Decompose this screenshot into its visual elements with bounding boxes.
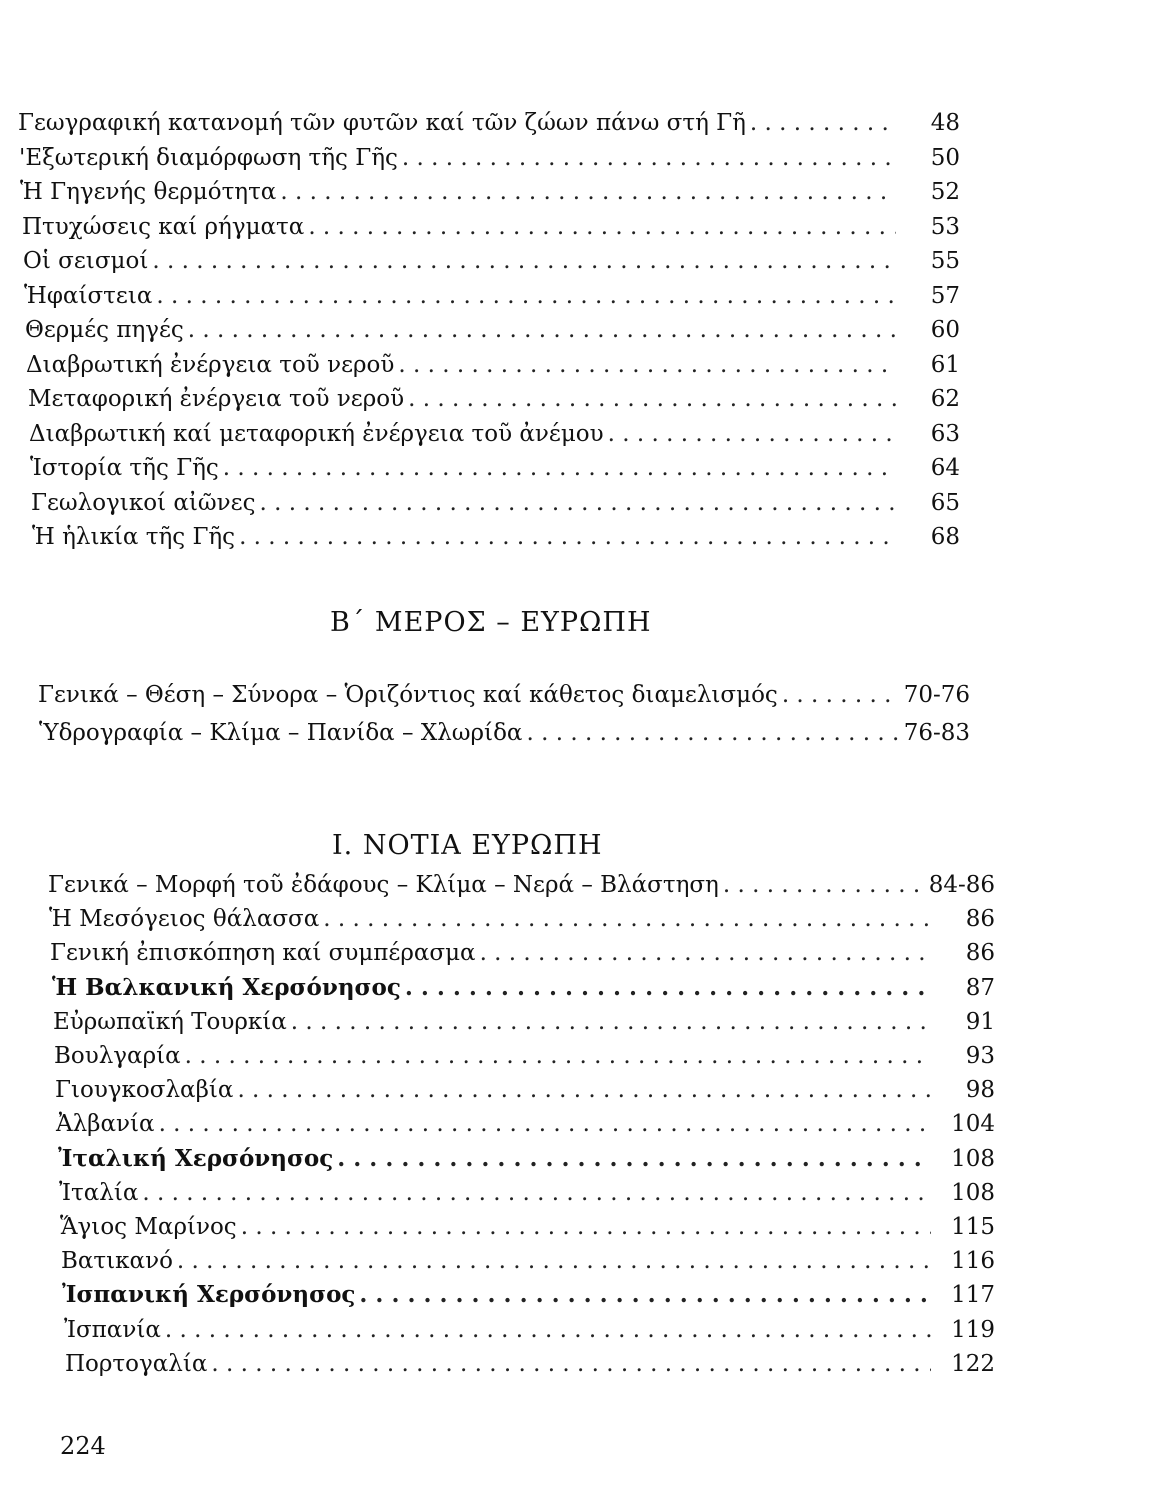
toc-entry	[54, 1041, 995, 1071]
entry-page-number: 63	[930, 420, 960, 447]
dot-leader	[188, 315, 896, 345]
dot-leader	[280, 177, 896, 207]
toc-entry	[23, 246, 960, 276]
entry-title: 'Εξωτερική διαμόρφωση τῆς Γῆς	[19, 144, 398, 171]
toc-entry	[29, 419, 960, 449]
dot-leader	[259, 488, 896, 518]
entry-title: Ἰσπανική Χερσόνησος	[62, 1281, 356, 1309]
toc-entry	[61, 1246, 995, 1276]
entry-title: Ἰσπανία	[64, 1316, 161, 1343]
section-heading: Ι. ΝΟΤΙΑ ΕΥΡΩΠΗ	[332, 830, 603, 861]
toc-entry	[26, 350, 960, 380]
dot-leader	[152, 246, 896, 276]
dot-leader	[723, 870, 925, 900]
toc-entry	[18, 108, 960, 138]
entry-page-number: 108	[951, 1179, 995, 1206]
entry-page-number: 61	[930, 351, 960, 378]
entry-title: Ἡφαίστεια	[24, 282, 153, 309]
entry-title: Ὑδρογραφία – Κλίμα – Πανίδα – Χλωρίδα	[39, 720, 523, 746]
entry-page-number: 93	[965, 1043, 995, 1069]
dot-leader	[165, 1315, 931, 1345]
entry-page-number: 53	[930, 213, 960, 240]
entry-title: Μεταφορική ἐνέργεια τοῦ νεροῦ	[28, 386, 405, 412]
toc-entry	[48, 870, 995, 900]
entry-title: Ἅγιος Μαρίνος	[60, 1214, 237, 1240]
dot-leader	[241, 1212, 931, 1242]
entry-page-number: 86	[965, 940, 995, 967]
entry-page-number: 84-86	[928, 872, 995, 898]
entry-title: Γενικά – Μορφή τοῦ ἐδάφους – Κλίμα – Νερά – Βλάστηση	[48, 872, 719, 898]
entry-title: Ἡ Γηγενής θερμότητα	[20, 179, 277, 205]
entry-page-number: 117	[951, 1282, 995, 1309]
entry-page-number: 52	[930, 179, 960, 205]
dot-leader	[398, 350, 896, 380]
entry-title: Πτυχώσεις καί ρήγματα	[22, 213, 305, 240]
toc-entry	[39, 718, 970, 748]
dot-leader	[323, 904, 931, 934]
section-heading: Β΄ ΜΕΡΟΣ – ΕΥΡΩΠΗ	[330, 607, 652, 638]
entry-page-number: 87	[965, 974, 995, 1001]
toc-entry	[28, 384, 960, 414]
entry-title: Ἡ ἡλικία τῆς Γῆς	[32, 524, 236, 550]
entry-page-number: 116	[951, 1248, 995, 1275]
entry-title: Γεωγραφική κατανομή τῶν φυτῶν καί τῶν ζώων πάνω στή Γῆ	[18, 110, 746, 136]
dot-leader	[291, 1007, 931, 1037]
toc-entry	[56, 1109, 995, 1139]
entry-page-number: 60	[930, 317, 960, 343]
toc-entry	[25, 315, 960, 345]
entry-page-number: 115	[951, 1214, 995, 1240]
toc-entry	[20, 177, 960, 207]
entry-title: Βουλγαρία	[54, 1043, 181, 1069]
dot-leader	[480, 938, 931, 968]
dot-leader	[142, 1178, 931, 1208]
dot-leader	[177, 1246, 931, 1276]
dot-leader	[237, 1075, 931, 1105]
dot-leader	[185, 1041, 931, 1071]
entry-page-number: 91	[965, 1008, 995, 1035]
entry-title: Βατικανό	[61, 1248, 173, 1275]
toc-entry	[30, 453, 960, 483]
entry-title: Ἱστορία τῆς Γῆς	[30, 455, 219, 481]
entry-page-number: 108	[951, 1145, 995, 1172]
entry-page-number: 122	[951, 1350, 995, 1377]
entry-page-number: 50	[930, 144, 960, 171]
entry-title: Γιουγκοσλαβία	[55, 1077, 234, 1104]
dot-leader	[239, 522, 896, 552]
entry-page-number: 68	[930, 524, 960, 550]
entry-title: Διαβρωτική ἐνέργεια τοῦ νεροῦ	[26, 351, 395, 378]
entry-title: Θερμές πηγές	[25, 317, 184, 343]
entry-page-number: 62	[930, 386, 960, 412]
entry-title: Ἡ Βαλκανική Χερσόνησος	[52, 973, 401, 1001]
entry-page-number: 98	[965, 1077, 995, 1104]
entry-page-number: 104	[951, 1111, 995, 1138]
entry-title: Πορτογαλία	[65, 1350, 208, 1377]
toc-entry	[55, 1075, 995, 1105]
dot-leader	[750, 108, 896, 138]
toc-entry	[19, 143, 960, 173]
toc-entry	[38, 680, 970, 710]
dot-leader	[156, 281, 896, 311]
entry-page-number: 65	[930, 489, 960, 516]
dot-leader	[408, 384, 896, 414]
toc-entry	[65, 1349, 995, 1379]
toc-entry	[53, 1007, 995, 1037]
dot-leader	[402, 143, 896, 173]
dot-leader	[223, 453, 896, 483]
entry-title: Οἱ σεισμοί	[23, 248, 149, 274]
toc-entry	[22, 212, 960, 242]
toc-entry	[32, 522, 960, 552]
dot-leader	[308, 212, 896, 242]
dot-leader	[782, 680, 900, 710]
toc-entry	[59, 1178, 995, 1208]
dot-leader	[359, 1280, 931, 1310]
entry-page-number: 119	[951, 1316, 995, 1343]
entry-title: Εὐρωπαϊκή Τουρκία	[53, 1008, 287, 1035]
entry-page-number: 70-76	[903, 682, 970, 708]
dot-leader	[337, 1144, 931, 1174]
entry-page-number: 64	[930, 455, 960, 481]
entry-title: Γεωλογικοί αἰῶνες	[31, 489, 256, 516]
entry-title: Γενική ἐπισκόπηση καί συμπέρασμα	[50, 940, 476, 967]
page-number: 224	[60, 1432, 106, 1460]
dot-leader	[159, 1109, 931, 1139]
dot-leader	[608, 419, 896, 449]
toc-entry	[64, 1315, 995, 1345]
entry-title: Γενικά – Θέση – Σύνορα – Ὁριζόντιος καί κάθετος διαμελισμός	[38, 682, 778, 708]
entry-title: Ἰταλική Χερσόνησος	[58, 1144, 334, 1172]
dot-leader	[211, 1349, 931, 1379]
toc-entry	[49, 904, 995, 934]
entry-page-number: 48	[930, 110, 960, 136]
entry-page-number: 76-83	[903, 720, 970, 746]
dot-leader	[405, 973, 931, 1003]
toc-entry	[31, 488, 960, 518]
entry-title: Ἡ Μεσόγειος θάλασσα	[49, 906, 320, 933]
entry-page-number: 57	[930, 282, 960, 309]
entry-title: Διαβρωτική καί μεταφορική ἐνέργεια τοῦ ἀνέμου	[29, 420, 604, 447]
entry-page-number: 86	[965, 906, 995, 933]
entry-page-number: 55	[930, 248, 960, 274]
toc-entry	[50, 938, 995, 968]
dot-leader	[526, 718, 899, 748]
toc-entry	[60, 1212, 995, 1242]
toc-entry	[24, 281, 960, 311]
entry-title: Ἀλβανία	[56, 1111, 155, 1138]
toc-entry	[58, 1144, 995, 1174]
entry-title: Ἰταλία	[59, 1179, 139, 1206]
toc-entry	[62, 1280, 995, 1310]
toc-entry	[52, 973, 995, 1003]
